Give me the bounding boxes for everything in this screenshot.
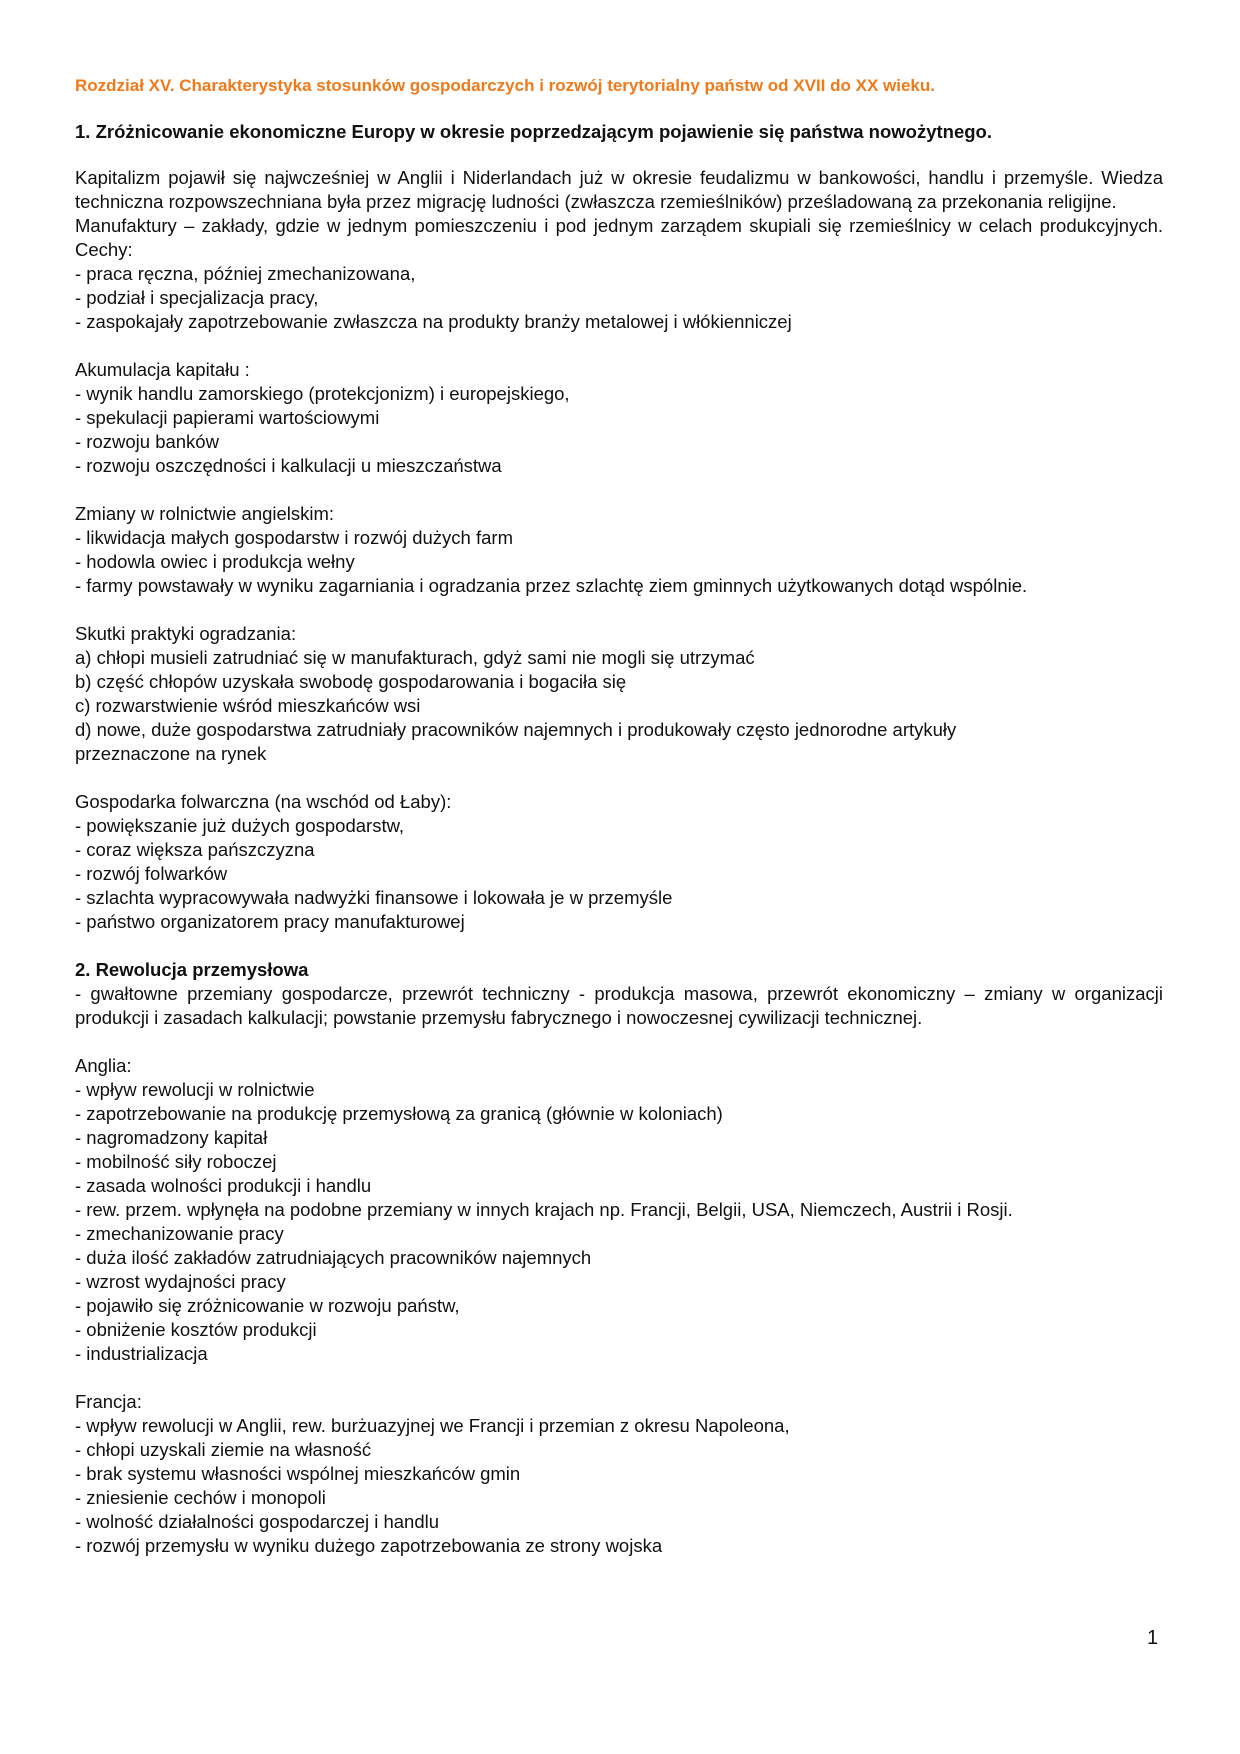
list-item: - praca ręczna, później zmechanizowana, [75,263,416,284]
list-item: - nagromadzony kapitał [75,1127,268,1148]
akumulacja-label: Akumulacja kapitału : [75,359,250,380]
list-item: - wpływ rewolucji w Anglii, rew. burżuazyjnej we Francji i przemian z okresu Napoleona, [75,1415,790,1436]
list-item: - hodowla owiec i produkcja wełny [75,551,355,572]
rolnictwo-label: Zmiany w rolnictwie angielskim: [75,503,335,524]
list-item: - wpływ rewolucji w rolnictwie [75,1079,315,1100]
skutki-label: Skutki praktyki ogradzania: [75,623,297,644]
section1-heading: 1. Zróżnicowanie ekonomiczne Europy w okresie poprzedzającym pojawienie się państwa nowożytnego. [75,121,992,142]
chapter-title: Rozdział XV. Charakterystyka stosunków gospodarczych i rozwój terytorialny państw od XVII do XX wieku. [75,76,935,95]
list-item: - mobilność siły roboczej [75,1151,277,1172]
list-item: b) część chłopów uzyskała swobodę gospodarowania i bogaciła się [75,671,627,692]
list-item: d) nowe, duże gospodarstwa zatrudniały pracowników najemnych i produkowały często jednorodne artykuły [75,719,957,740]
list-item: - brak systemu własności wspólnej mieszkańców gmin [75,1463,521,1484]
list-item: - spekulacji papierami wartościowymi [75,407,380,428]
list-item: - powiększanie już dużych gospodarstw, [75,815,405,836]
list-item: - wynik handlu zamorskiego (protekcjonizm) i europejskiego, [75,383,570,404]
section2-heading: 2. Rewolucja przemysłowa [75,959,309,980]
list-item: - rozwoju oszczędności i kalkulacji u mieszczaństwa [75,455,502,476]
list-item: - zapotrzebowanie na produkcję przemysłową za granicą (głównie w koloniach) [75,1103,723,1124]
list-item: - państwo organizatorem pracy manufakturowej [75,911,465,932]
manufaktury-definition: Manufaktury – zakłady, gdzie w jednym pomieszczeniu i pod jednym zarządem skupiali się rzemieślnicy w celach produkcyjnych. Cechy: [75,215,1163,260]
list-item: - likwidacja małych gospodarstw i rozwój dużych farm [75,527,513,548]
document-page [75,74,1163,1558]
folwark-label: Gospodarka folwarczna (na wschód od Łaby): [75,791,452,812]
list-item: - obniżenie kosztów produkcji [75,1319,317,1340]
list-item: przeznaczone na rynek [75,743,267,764]
list-item: - zasada wolności produkcji i handlu [75,1175,372,1196]
list-item: - rew. przem. wpłynęła na podobne przemiany w innych krajach np. Francji, Belgii, USA, Niemczech, Austrii i Rosji. [75,1199,1013,1220]
list-item: - rozwój przemysłu w wyniku dużego zapotrzebowania ze strony wojska [75,1535,663,1556]
list-item: a) chłopi musieli zatrudniać się w manufakturach, gdyż sami nie mogli się utrzymać [75,647,755,668]
list-item: - wzrost wydajności pracy [75,1271,286,1292]
list-item: - duża ilość zakładów zatrudniających pracowników najemnych [75,1247,592,1268]
section1-intro: Kapitalizm pojawił się najwcześniej w Anglii i Niderlandach już w okresie feudalizmu w bankowości, handlu i przemyśle. Wiedza techniczna rozpowszechniana była przez migrację ludności (zwłaszcza rzemieślników) prześladowaną za przekonania religijne. [75,167,1163,212]
list-item: - chłopi uzyskali ziemie na własność [75,1439,372,1460]
list-item: - farmy powstawały w wyniku zagarniania i ogradzania przez szlachtę ziem gminnych użytkowanych dotąd wspólnie. [75,575,1028,596]
list-item: - podział i specjalizacja pracy, [75,287,319,308]
page-number: 1 [1147,1627,1159,1649]
list-item: - industrializacja [75,1343,208,1364]
list-item: - rozwoju banków [75,431,219,452]
list-item: - zmechanizowanie pracy [75,1223,284,1244]
list-item: - szlachta wypracowywała nadwyżki finansowe i lokowała je w przemyśle [75,887,673,908]
list-item: - coraz większa pańszczyzna [75,839,315,860]
list-item: c) rozwarstwienie wśród mieszkańców wsi [75,695,421,716]
list-item: - wolność działalności gospodarczej i handlu [75,1511,440,1532]
section2-intro: - gwałtowne przemiany gospodarcze, przewrót techniczny - produkcja masowa, przewrót ekonomiczny – zmiany w organizacji produkcji i zasadach kalkulacji; powstanie przemysłu fabrycznego i nowoczesnej cywilizacji technicznej. [75,983,1163,1028]
list-item: - zaspokajały zapotrzebowanie zwłaszcza na produkty branży metalowej i włókienniczej [75,311,792,332]
francja-label: Francja: [75,1391,142,1412]
list-item: - pojawiło się zróżnicowanie w rozwoju państw, [75,1295,460,1316]
anglia-label: Anglia: [75,1055,132,1076]
list-item: - zniesienie cechów i monopoli [75,1487,326,1508]
list-item: - rozwój folwarków [75,863,228,884]
